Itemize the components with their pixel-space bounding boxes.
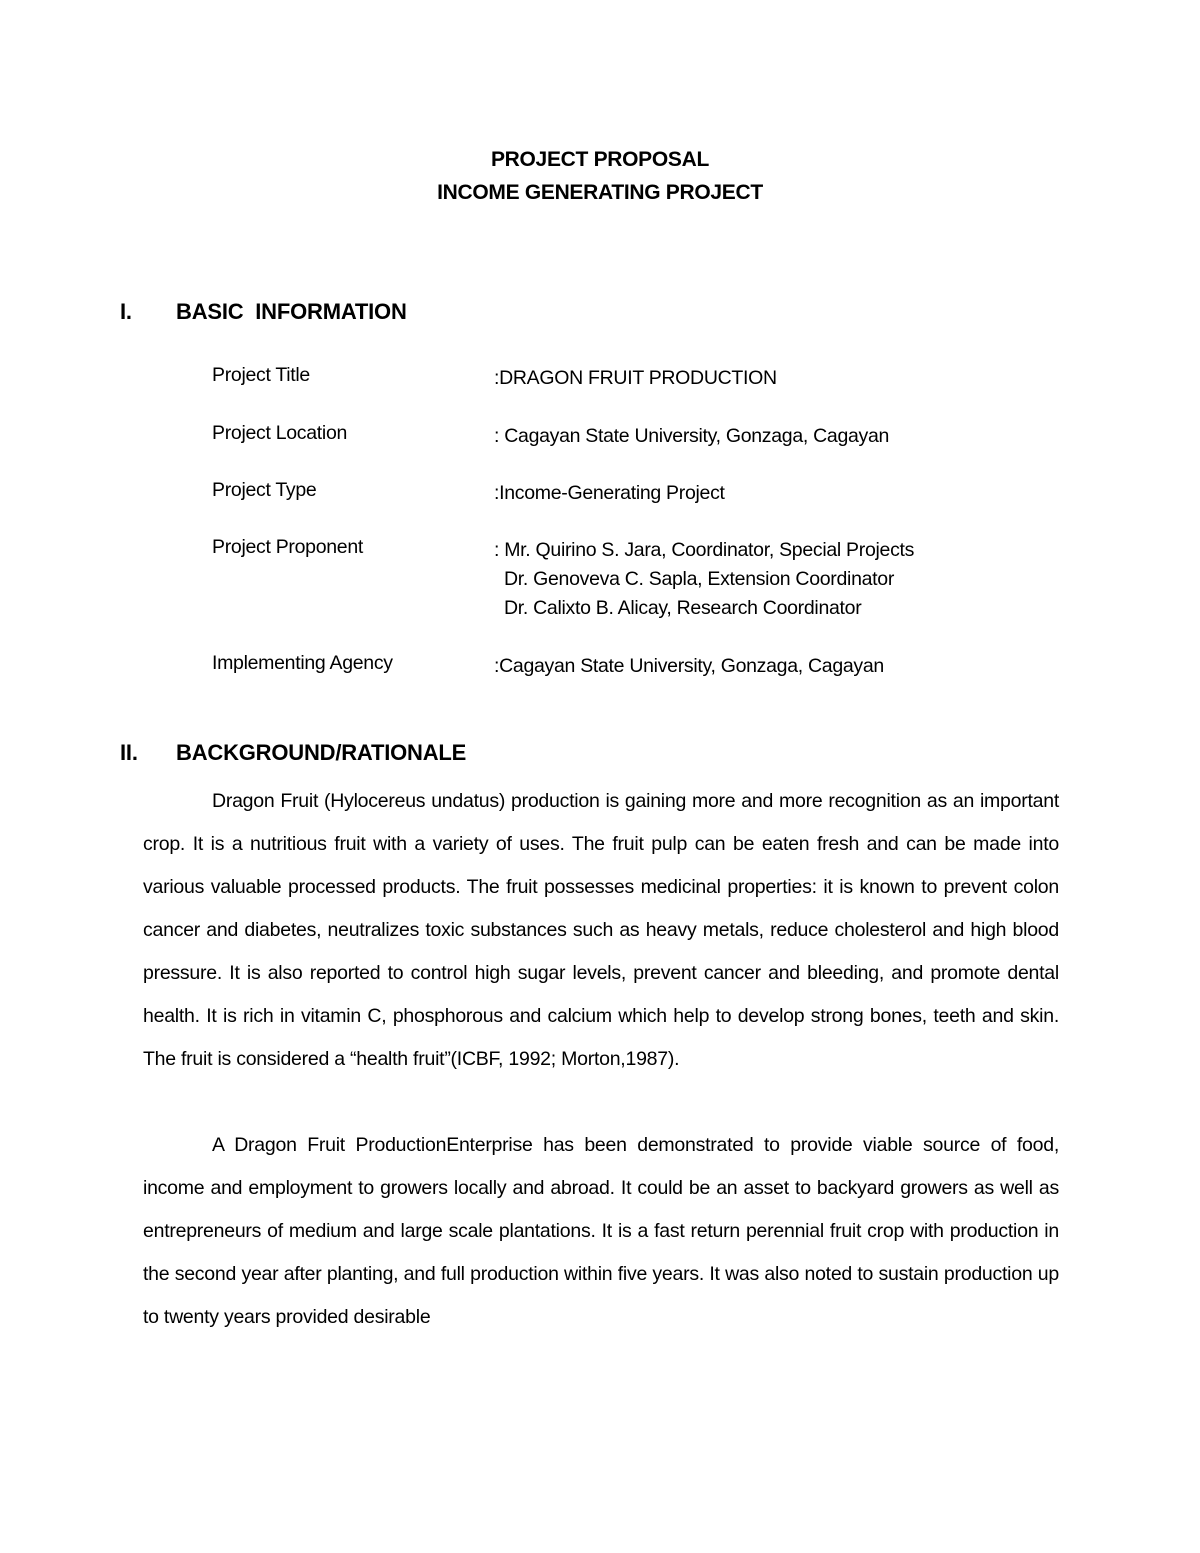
section-title: BASIC INFORMATION <box>176 299 407 324</box>
info-label: Implementing Agency <box>212 652 393 674</box>
paragraph: A Dragon Fruit ProductionEnterprise has been demonstrated to provide viable source of food, income and employment to growers locally and abroad. It could be an asset to backyard growers as well as entrepreneurs of medium and large scale plantations. It is a fast return perennial fruit crop with production in the second year after planting, and full production within five years. It was also noted to sustain production up to twenty years provided desirable <box>143 1134 1059 1328</box>
info-value: :DRAGON FRUIT PRODUCTION <box>494 367 777 389</box>
info-value: : Cagayan State University, Gonzaga, Cagayan <box>494 425 890 447</box>
info-value: :Income-Generating Project <box>494 482 725 504</box>
section-heading-background-rationale <box>120 740 466 766</box>
info-label: Project Type <box>212 479 317 501</box>
info-label: Project Title <box>212 364 310 386</box>
document-subtitle: INCOME GENERATING PROJECT <box>437 181 763 204</box>
section-number: I. <box>120 299 132 324</box>
info-value: Dr. Genoveva C. Sapla, Extension Coordinator <box>504 568 895 590</box>
info-value: Dr. Calixto B. Alicay, Research Coordinator <box>504 597 862 619</box>
section-number: II. <box>120 740 138 765</box>
paragraph: Dragon Fruit (Hylocereus undatus) production is gaining more and more recognition as an important crop. It is a nutritious fruit with a variety of uses. The fruit pulp can be eaten fresh and can be made into various valuable processed products. The fruit possesses medicinal properties: it is known to prevent colon cancer and diabetes, neutralizes toxic substances such as heavy metals, reduce cholesterol and high blood pressure. It is also reported to control high sugar levels, prevent cancer and bleeding, and promote dental health. It is rich in vitamin C, phosphorous and calcium which help to develop strong bones, teeth and skin. The fruit is considered a “health fruit”(ICBF, 1992; Morton,1987). <box>143 790 1059 1070</box>
info-label: Project Proponent <box>212 536 363 558</box>
info-label: Project Location <box>212 422 348 444</box>
info-value: :Cagayan State University, Gonzaga, Cagayan <box>494 655 884 677</box>
info-value-group <box>494 536 914 623</box>
info-value: : Mr. Quirino S. Jara, Coordinator, Special Projects <box>494 539 915 561</box>
section-heading-basic-information <box>120 299 407 325</box>
section-title: BACKGROUND/RATIONALE <box>176 740 467 765</box>
document-title: PROJECT PROPOSAL <box>490 148 710 171</box>
